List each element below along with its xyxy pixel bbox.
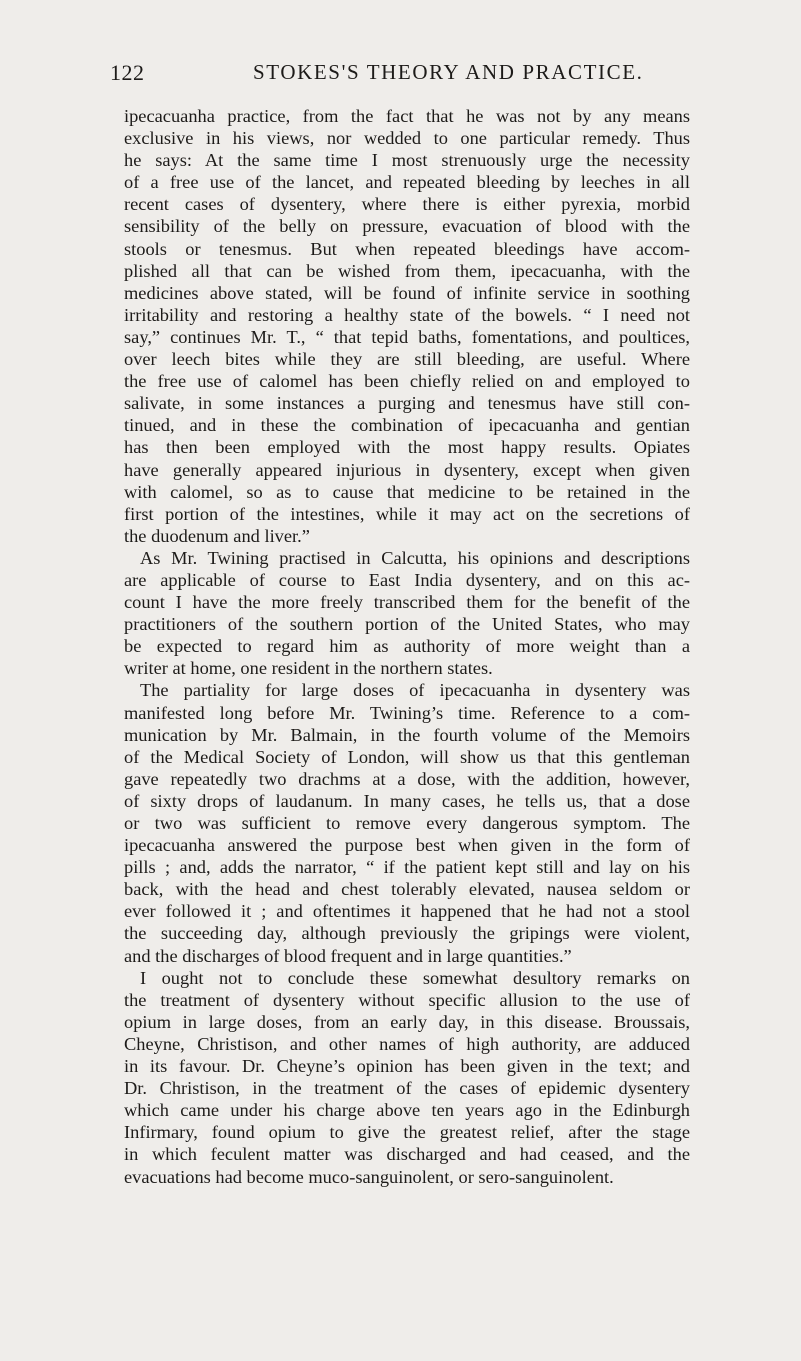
text-line: Dr. Christison, in the treatment of the cases of epidemic dysentery xyxy=(124,1078,690,1099)
text-line: first portion of the intestines, while it may act on the secretions of xyxy=(124,503,690,524)
text-line: has then been employed with the most happy results. Opiates xyxy=(124,437,690,458)
text-line: of the Medical Society of London, will show us that this gentleman xyxy=(124,746,690,767)
text-line: or two was sufficient to remove every dangerous symptom. The xyxy=(124,813,690,833)
text-line: are applicable of course to East India dysentery, and on this ac- xyxy=(124,569,690,590)
text-line: have generally appeared injurious in dysentery, except when given xyxy=(124,459,690,480)
text-line: plished all that can be wished from them, ipecacuanha, with the xyxy=(124,260,690,281)
text-line: Cheyne, Christison, and other names of high authority, are adduced xyxy=(124,1033,690,1054)
text-line: be expected to regard him as authority of more weight than a xyxy=(124,636,690,657)
text-line: tinued, and in these the combination of ipecacuanha and gentian xyxy=(124,415,690,436)
text-line: irritability and restoring a healthy state of the bowels. “ I need not xyxy=(124,304,690,325)
running-head: STOKES'S THEORY AND PRACTICE. xyxy=(253,60,644,84)
text-line: ipecacuanha answered the purpose best when given in the form of xyxy=(124,835,690,856)
text-line: the duodenum and liver.” xyxy=(124,525,310,546)
text-line: munication by Mr. Balmain, in the fourth volume of the Memoirs xyxy=(124,724,690,745)
text-line: he says: At the same time I most strenuously urge the necessity xyxy=(124,150,690,171)
text-line: over leech bites while they are still bleeding, are useful. Where xyxy=(124,349,690,370)
text-line: and the discharges of blood frequent and in large quantities.” xyxy=(124,945,572,966)
text-line: I ought not to conclude these somewhat desultory remarks on xyxy=(140,967,690,988)
text-line: practitioners of the southern portion of the United States, who may xyxy=(124,614,690,635)
body-text xyxy=(124,105,690,1188)
text-line: of a free use of the lancet, and repeated bleeding by leeches in all xyxy=(124,172,690,193)
text-line: recent cases of dysentery, where there is either pyrexia, morbid xyxy=(124,194,690,215)
page-number: 122 xyxy=(110,60,145,85)
text-line: which came under his charge above ten years ago in the Edinburgh xyxy=(124,1100,690,1121)
text-line: ever followed it ; and oftentimes it happened that he had not a stool xyxy=(124,901,690,922)
text-line: The partiality for large doses of ipecacuanha in dysentery was xyxy=(140,680,690,701)
text-line: salivate, in some instances a purging and tenesmus have still con- xyxy=(124,393,690,414)
text-line: count I have the more freely transcribed them for the benefit of the xyxy=(124,592,690,613)
text-line: medicines above stated, will be found of infinite service in soothing xyxy=(124,282,690,303)
text-line: exclusive in his views, nor wedded to one particular remedy. Thus xyxy=(124,128,690,149)
text-line: manifested long before Mr. Twining’s time. Reference to a com- xyxy=(124,702,690,723)
text-line: the treatment of dysentery without specific allusion to the use of xyxy=(124,989,690,1010)
text-line: of sixty drops of laudanum. In many cases, he tells us, that a dose xyxy=(124,790,690,811)
text-line: gave repeatedly two drachms at a dose, with the addition, however, xyxy=(124,768,690,789)
text-line: As Mr. Twining practised in Calcutta, his opinions and descriptions xyxy=(140,547,690,568)
text-line: Infirmary, found opium to give the greatest relief, after the stage xyxy=(124,1122,690,1143)
text-line: with calomel, so as to cause that medicine to be retained in the xyxy=(124,481,690,502)
text-line: ipecacuanha practice, from the fact that he was not by any means xyxy=(124,106,690,126)
text-line: back, with the head and chest tolerably elevated, nausea seldom or xyxy=(124,879,690,900)
text-line: stools or tenesmus. But when repeated bleedings have accom- xyxy=(124,238,690,259)
text-line: sensibility of the belly on pressure, evacuation of blood with the xyxy=(124,216,690,237)
text-line: pills ; and, adds the narrator, “ if the patient kept still and lay on his xyxy=(124,857,690,878)
text-line: in which feculent matter was discharged and had ceased, and the xyxy=(124,1144,690,1165)
page-header xyxy=(110,60,690,94)
text-line: in its favour. Dr. Cheyne’s opinion has been given in the text; and xyxy=(124,1056,690,1077)
text-line: opium in large doses, from an early day, in this disease. Broussais, xyxy=(124,1011,690,1032)
text-line: writer at home, one resident in the northern states. xyxy=(124,658,493,679)
text-line: say,” continues Mr. T., “ that tepid baths, fomentations, and poultices, xyxy=(124,326,690,347)
text-line: the free use of calomel has been chiefly relied on and employed to xyxy=(124,371,690,392)
text-line: evacuations had become muco-sanguinolent, or sero-sanguinolent. xyxy=(124,1166,614,1187)
text-line: the succeeding day, although previously the gripings were violent, xyxy=(124,923,690,944)
